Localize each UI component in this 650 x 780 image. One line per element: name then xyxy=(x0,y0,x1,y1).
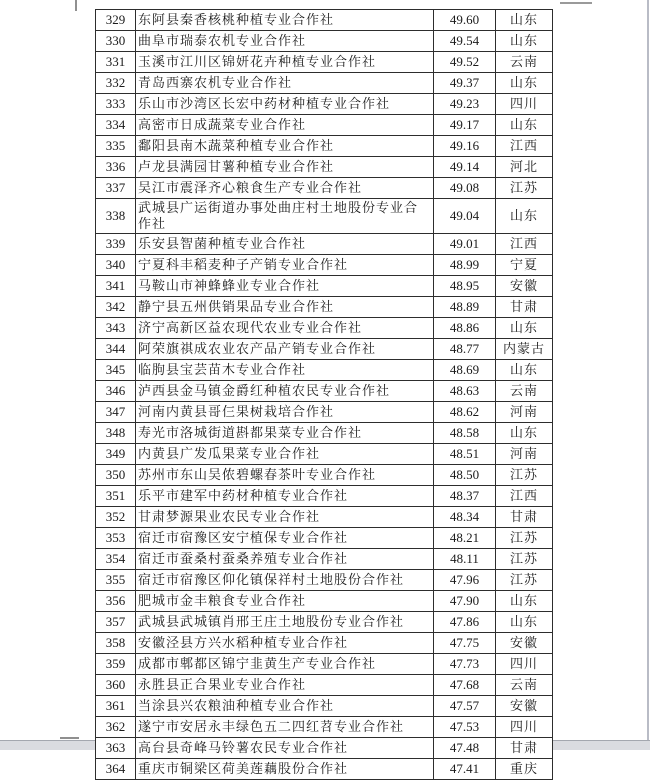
score-cell: 49.16 xyxy=(434,136,496,157)
ranking-table xyxy=(95,9,553,780)
province-cell: 内蒙古 xyxy=(496,339,553,360)
score-cell: 48.95 xyxy=(434,276,496,297)
table-row xyxy=(96,157,553,178)
table-row xyxy=(96,570,553,591)
table-row xyxy=(96,486,553,507)
cooperative-name-cell: 东阿县秦香核桃种植专业合作社 xyxy=(136,10,434,31)
page-artifact-tick xyxy=(75,0,77,11)
cooperative-name-cell: 安徽泾县方兴水稻种植专业合作社 xyxy=(136,633,434,654)
score-cell: 49.54 xyxy=(434,31,496,52)
province-cell: 云南 xyxy=(496,381,553,402)
province-cell: 山东 xyxy=(496,199,553,234)
rank-cell: 337 xyxy=(96,178,136,199)
rank-cell: 354 xyxy=(96,549,136,570)
table-row xyxy=(96,199,553,234)
score-cell: 48.58 xyxy=(434,423,496,444)
province-cell: 江苏 xyxy=(496,465,553,486)
rank-cell: 343 xyxy=(96,318,136,339)
cooperative-name-cell: 阿荣旗祺成农业农产品产销专业合作社 xyxy=(136,339,434,360)
table-row xyxy=(96,402,553,423)
score-cell: 47.86 xyxy=(434,612,496,633)
table-row xyxy=(96,73,553,94)
rank-cell: 350 xyxy=(96,465,136,486)
cooperative-name-cell: 乐平市建军中药材种植专业合作社 xyxy=(136,486,434,507)
cooperative-name-cell: 临朐县宝芸苗木专业合作社 xyxy=(136,360,434,381)
rank-cell: 336 xyxy=(96,157,136,178)
rank-cell: 345 xyxy=(96,360,136,381)
cooperative-name-cell: 重庆市铜梁区荷美莲藕股份合作社 xyxy=(136,759,434,780)
province-cell: 四川 xyxy=(496,654,553,675)
cooperative-name-cell: 内黄县广发瓜果菜专业合作社 xyxy=(136,444,434,465)
score-cell: 47.96 xyxy=(434,570,496,591)
rank-cell: 353 xyxy=(96,528,136,549)
province-cell: 安徽 xyxy=(496,696,553,717)
rank-cell: 347 xyxy=(96,402,136,423)
score-cell: 48.62 xyxy=(434,402,496,423)
table-row xyxy=(96,696,553,717)
table-row xyxy=(96,633,553,654)
cooperative-name-cell: 高密市日成蔬菜专业合作社 xyxy=(136,115,434,136)
cooperative-name-cell: 济宁高新区益农现代农业专业合作社 xyxy=(136,318,434,339)
rank-cell: 333 xyxy=(96,94,136,115)
score-cell: 49.52 xyxy=(434,52,496,73)
rank-cell: 342 xyxy=(96,297,136,318)
table-row xyxy=(96,444,553,465)
page-right-edge xyxy=(647,0,649,741)
rank-cell: 338 xyxy=(96,199,136,234)
province-cell: 甘肃 xyxy=(496,297,553,318)
cooperative-name-cell: 当涂县兴农粮油种植专业合作社 xyxy=(136,696,434,717)
cooperative-name-cell: 鄱阳县南木蔬菜种植专业合作社 xyxy=(136,136,434,157)
rank-cell: 360 xyxy=(96,675,136,696)
province-cell: 云南 xyxy=(496,52,553,73)
cooperative-name-cell: 乐安县智菌种植专业合作社 xyxy=(136,234,434,255)
province-cell: 山东 xyxy=(496,73,553,94)
table-row xyxy=(96,94,553,115)
table-row xyxy=(96,360,553,381)
score-cell: 48.11 xyxy=(434,549,496,570)
cooperative-name-cell: 宿迁市宿豫区安宁植保专业合作社 xyxy=(136,528,434,549)
province-cell: 江苏 xyxy=(496,528,553,549)
score-cell: 49.17 xyxy=(434,115,496,136)
rank-cell: 357 xyxy=(96,612,136,633)
province-cell: 甘肃 xyxy=(496,738,553,759)
table-row xyxy=(96,234,553,255)
table-row xyxy=(96,381,553,402)
cooperative-name-cell: 河南内黄县哥仨果树栽培合作社 xyxy=(136,402,434,423)
cooperative-name-cell: 成都市郫都区锦宁韭黄生产专业合作社 xyxy=(136,654,434,675)
rank-cell: 330 xyxy=(96,31,136,52)
score-cell: 49.37 xyxy=(434,73,496,94)
table-row xyxy=(96,591,553,612)
cooperative-name-cell: 肥城市金丰粮食专业合作社 xyxy=(136,591,434,612)
rank-cell: 339 xyxy=(96,234,136,255)
province-cell: 山东 xyxy=(496,31,553,52)
score-cell: 48.89 xyxy=(434,297,496,318)
rank-cell: 341 xyxy=(96,276,136,297)
table-row xyxy=(96,465,553,486)
rank-cell: 329 xyxy=(96,10,136,31)
cooperative-name-cell: 玉溪市江川区锦妍花卉种植专业合作社 xyxy=(136,52,434,73)
table-row xyxy=(96,115,553,136)
page-artifact-dash-bottom xyxy=(60,737,79,739)
score-cell: 48.21 xyxy=(434,528,496,549)
table-row xyxy=(96,423,553,444)
rank-cell: 362 xyxy=(96,717,136,738)
rank-cell: 361 xyxy=(96,696,136,717)
cooperative-name-cell: 宁夏科丰稻麦种子产销专业合作社 xyxy=(136,255,434,276)
rank-cell: 349 xyxy=(96,444,136,465)
province-cell: 江西 xyxy=(496,136,553,157)
rank-cell: 348 xyxy=(96,423,136,444)
cooperative-name-cell: 静宁县五州供销果品专业合作社 xyxy=(136,297,434,318)
rank-cell: 359 xyxy=(96,654,136,675)
score-cell: 47.73 xyxy=(434,654,496,675)
score-cell: 49.23 xyxy=(434,94,496,115)
score-cell: 48.86 xyxy=(434,318,496,339)
score-cell: 47.41 xyxy=(434,759,496,780)
province-cell: 江西 xyxy=(496,486,553,507)
page-artifact-dash xyxy=(560,2,592,4)
table-row xyxy=(96,178,553,199)
province-cell: 宁夏 xyxy=(496,255,553,276)
province-cell: 山东 xyxy=(496,360,553,381)
score-cell: 48.77 xyxy=(434,339,496,360)
cooperative-name-cell: 高台县奇峰马铃薯农民专业合作社 xyxy=(136,738,434,759)
rank-cell: 351 xyxy=(96,486,136,507)
cooperative-name-cell: 吴江市震泽齐心粮食生产专业合作社 xyxy=(136,178,434,199)
score-cell: 47.68 xyxy=(434,675,496,696)
cooperative-name-cell: 宿迁市蚕桑村蚕桑养殖专业合作社 xyxy=(136,549,434,570)
table-row xyxy=(96,297,553,318)
score-cell: 47.48 xyxy=(434,738,496,759)
cooperative-name-cell: 苏州市东山吴侬碧螺春茶叶专业合作社 xyxy=(136,465,434,486)
cooperative-name-cell: 遂宁市安居永丰绿色五二四红苕专业合作社 xyxy=(136,717,434,738)
rank-cell: 332 xyxy=(96,73,136,94)
score-cell: 49.04 xyxy=(434,199,496,234)
cooperative-name-cell: 泸西县金马镇金爵红种植农民专业合作社 xyxy=(136,381,434,402)
score-cell: 47.90 xyxy=(434,591,496,612)
rank-cell: 363 xyxy=(96,738,136,759)
rank-cell: 356 xyxy=(96,591,136,612)
province-cell: 山东 xyxy=(496,591,553,612)
table-row xyxy=(96,507,553,528)
province-cell: 江西 xyxy=(496,234,553,255)
rank-cell: 355 xyxy=(96,570,136,591)
score-cell: 47.53 xyxy=(434,717,496,738)
province-cell: 江苏 xyxy=(496,570,553,591)
cooperative-name-cell: 武城县广运街道办事处曲庄村土地股份专业合作社 xyxy=(136,199,434,234)
province-cell: 河北 xyxy=(496,157,553,178)
cooperative-name-cell: 武城县武城镇肖邢王庄土地股份专业合作社 xyxy=(136,612,434,633)
cooperative-name-cell: 宿迁市宿豫区仰化镇保祥村土地股份合作社 xyxy=(136,570,434,591)
table-row xyxy=(96,675,553,696)
table-row xyxy=(96,738,553,759)
province-cell: 山东 xyxy=(496,612,553,633)
table-row xyxy=(96,52,553,73)
score-cell: 49.01 xyxy=(434,234,496,255)
province-cell: 河南 xyxy=(496,402,553,423)
table-row xyxy=(96,549,553,570)
province-cell: 安徽 xyxy=(496,276,553,297)
rank-cell: 346 xyxy=(96,381,136,402)
cooperative-name-cell: 寿光市洛城街道斟都果菜专业合作社 xyxy=(136,423,434,444)
province-cell: 江苏 xyxy=(496,549,553,570)
cooperative-name-cell: 曲阜市瑞泰农机专业合作社 xyxy=(136,31,434,52)
table-row xyxy=(96,31,553,52)
cooperative-name-cell: 乐山市沙湾区长宏中药材种植专业合作社 xyxy=(136,94,434,115)
cooperative-name-cell: 青岛西寨农机专业合作社 xyxy=(136,73,434,94)
rank-cell: 364 xyxy=(96,759,136,780)
province-cell: 云南 xyxy=(496,675,553,696)
table-row xyxy=(96,717,553,738)
rank-cell: 340 xyxy=(96,255,136,276)
table-row xyxy=(96,654,553,675)
rank-cell: 331 xyxy=(96,52,136,73)
score-cell: 48.37 xyxy=(434,486,496,507)
cooperative-name-cell: 甘肃梦源果业农民专业合作社 xyxy=(136,507,434,528)
score-cell: 48.51 xyxy=(434,444,496,465)
table-row xyxy=(96,10,553,31)
rank-cell: 344 xyxy=(96,339,136,360)
score-cell: 48.69 xyxy=(434,360,496,381)
table-row xyxy=(96,612,553,633)
score-cell: 47.57 xyxy=(434,696,496,717)
rank-cell: 335 xyxy=(96,136,136,157)
rank-cell: 352 xyxy=(96,507,136,528)
province-cell: 山东 xyxy=(496,115,553,136)
province-cell: 山东 xyxy=(496,423,553,444)
score-cell: 48.34 xyxy=(434,507,496,528)
table-row xyxy=(96,339,553,360)
province-cell: 山东 xyxy=(496,318,553,339)
province-cell: 甘肃 xyxy=(496,507,553,528)
table-row xyxy=(96,136,553,157)
cooperative-ranking-table xyxy=(95,9,553,780)
province-cell: 四川 xyxy=(496,94,553,115)
ranking-table-body xyxy=(96,10,553,780)
score-cell: 48.99 xyxy=(434,255,496,276)
province-cell: 江苏 xyxy=(496,178,553,199)
score-cell: 47.75 xyxy=(434,633,496,654)
rank-cell: 334 xyxy=(96,115,136,136)
province-cell: 河南 xyxy=(496,444,553,465)
rank-cell: 358 xyxy=(96,633,136,654)
cooperative-name-cell: 马鞍山市神蜂蜂业专业合作社 xyxy=(136,276,434,297)
province-cell: 山东 xyxy=(496,10,553,31)
table-row xyxy=(96,255,553,276)
province-cell: 安徽 xyxy=(496,633,553,654)
table-row xyxy=(96,276,553,297)
score-cell: 49.14 xyxy=(434,157,496,178)
cooperative-name-cell: 永胜县正合果业专业合作社 xyxy=(136,675,434,696)
province-cell: 重庆 xyxy=(496,759,553,780)
table-row xyxy=(96,759,553,780)
score-cell: 48.50 xyxy=(434,465,496,486)
score-cell: 49.60 xyxy=(434,10,496,31)
score-cell: 49.08 xyxy=(434,178,496,199)
table-row xyxy=(96,528,553,549)
cooperative-name-cell: 卢龙县满园甘薯种植专业合作社 xyxy=(136,157,434,178)
province-cell: 四川 xyxy=(496,717,553,738)
table-row xyxy=(96,318,553,339)
score-cell: 48.63 xyxy=(434,381,496,402)
